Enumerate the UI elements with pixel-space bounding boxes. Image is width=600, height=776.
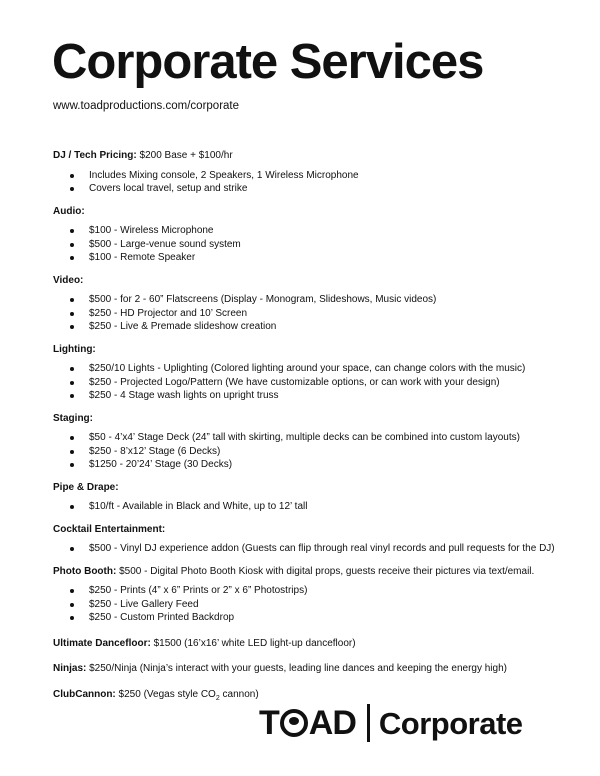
list-item: $250 - Custom Printed Backdrop [53,611,573,625]
list-item: $250 - HD Projector and 10’ Screen [53,307,573,321]
list-item: $500 - Large-venue sound system [53,238,573,252]
section-dj [53,149,573,196]
services-list [53,149,573,705]
section-title: ClubCannon: [53,688,116,700]
section-title: DJ / Tech Pricing: [53,150,137,161]
list-item: $500 - Vinyl DJ experience addon (Guests can flip through real vinyl records and pull requests for the DJ) [53,542,573,556]
section-title: Ultimate Dancefloor: [53,637,151,649]
logo-tagline: Corporate [378,705,523,741]
section-detail: $1500 (16’x16’ white LED light-up dancefloor) [150,637,356,649]
list-item: $250 - Projected Logo/Pattern (We have customizable options, or can work with your design) [53,376,573,390]
list-item: $250 - Live Gallery Feed [53,598,573,612]
list-item: $250 - 4 Stage wash lights on upright truss [53,389,573,403]
section-clubcannon [53,688,573,706]
logo-divider [367,704,370,742]
section-detail-tail: cannon) [219,688,259,700]
section-video [53,274,573,334]
list-item: $100 - Wireless Microphone [53,224,573,238]
section-audio [53,205,573,265]
section-pipe-drape [53,481,573,514]
section-dancefloor [53,637,573,651]
section-detail: $200 Base + $100/hr [136,150,233,161]
section-ninjas [53,662,573,676]
section-detail: $250 (Vegas style CO [115,688,216,700]
list-item: $250 - 8’x12’ Stage (6 Decks) [53,445,573,459]
list-item: $10/ft - Available in Black and White, up to 12’ tall [53,500,573,514]
list-item: Includes Mixing console, 2 Speakers, 1 Wireless Microphone [53,169,573,183]
section-detail: $500 - Digital Photo Booth Kiosk with digital props, guests receive their pictures via text/email. [116,565,535,577]
section-cocktail [53,523,573,556]
section-photo-booth [53,565,573,625]
website-url: www.toadproductions.com/corporate [53,100,240,112]
section-title: Pipe & Drape: [53,481,119,493]
list-item: $250 - Prints (4” x 6” Prints or 2” x 6” Photostrips) [53,584,573,598]
list-item: $50 - 4’x4’ Stage Deck (24” tall with skirting, multiple decks can be combined into custom layouts) [53,431,573,445]
section-staging [53,412,573,472]
toad-wordmark: T AD [259,704,356,742]
section-title: Photo Booth: [53,565,117,577]
section-title: Video: [53,274,84,286]
list-item: Covers local travel, setup and strike [53,182,573,196]
section-title: Lighting: [53,343,96,355]
section-title: Audio: [53,205,85,217]
frog-icon [280,709,308,737]
list-item: $500 - for 2 - 60” Flatscreens (Display - Monogram, Slideshows, Music videos) [53,293,573,307]
list-item: $100 - Remote Speaker [53,251,573,265]
list-item: $1250 - 20’24’ Stage (30 Decks) [53,458,573,472]
section-lighting [53,343,573,403]
page-title: Corporate Services [52,35,484,89]
section-detail: $250/Ninja (Ninja’s interact with your guests, leading line dances and keeping the energy high) [86,663,507,674]
toad-corporate-logo [259,704,523,742]
section-title: Staging: [53,412,93,424]
section-title: Cocktail Entertainment: [53,523,166,535]
subscript: 2 [215,694,220,702]
list-item: $250 - Live & Premade slideshow creation [53,320,573,334]
list-item: $250/10 Lights - Uplighting (Colored lighting around your space, can change colors with the music) [53,362,573,376]
section-title: Ninjas: [53,663,87,674]
